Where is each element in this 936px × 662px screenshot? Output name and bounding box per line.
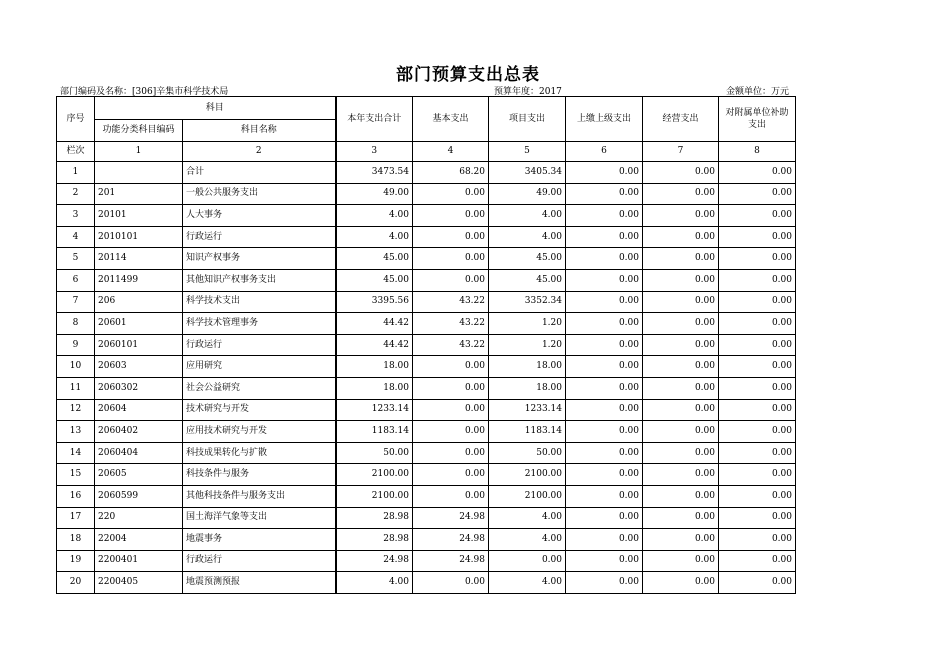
row-name: 其他科技条件与服务支出	[183, 485, 336, 507]
row-business: 0.00	[643, 248, 719, 270]
row-project: 50.00	[489, 442, 566, 464]
row-business: 0.00	[643, 464, 719, 486]
row-code: 206	[95, 291, 183, 313]
row-name: 科技条件与服务	[183, 464, 336, 486]
row-subsidy: 0.00	[719, 507, 796, 529]
row-project: 2100.00	[489, 485, 566, 507]
row-name: 其他知识产权事务支出	[183, 269, 336, 291]
header-subsidy: 对附属单位补助支出	[719, 97, 796, 142]
row-basic: 0.00	[413, 399, 489, 421]
row-basic: 0.00	[413, 485, 489, 507]
row-basic: 0.00	[413, 377, 489, 399]
row-business: 0.00	[643, 399, 719, 421]
row-code: 2060101	[95, 334, 183, 356]
header-subject: 科目	[95, 97, 336, 120]
row-name: 技术研究与开发	[183, 399, 336, 421]
row-name: 行政运行	[183, 334, 336, 356]
row-upper: 0.00	[566, 205, 643, 227]
row-upper: 0.00	[566, 550, 643, 572]
row-project: 4.00	[489, 226, 566, 248]
row-code: 2010101	[95, 226, 183, 248]
row-subsidy: 0.00	[719, 442, 796, 464]
row-business: 0.00	[643, 269, 719, 291]
row-subsidy: 0.00	[719, 226, 796, 248]
row-subsidy: 0.00	[719, 183, 796, 205]
row-upper: 0.00	[566, 313, 643, 335]
row-name: 应用研究	[183, 356, 336, 378]
budget-year-label: 预算年度：2017	[494, 87, 562, 97]
row-seq: 20	[57, 572, 95, 594]
row-basic: 43.22	[413, 334, 489, 356]
row-basic: 24.98	[413, 507, 489, 529]
row-total: 3395.56	[336, 291, 413, 313]
row-subsidy: 0.00	[719, 162, 796, 184]
row-basic: 0.00	[413, 464, 489, 486]
row-upper: 0.00	[566, 377, 643, 399]
table-row	[57, 529, 796, 551]
department-label: 部门编码及名称：[306]辛集市科学技术局	[60, 87, 229, 97]
row-upper: 0.00	[566, 356, 643, 378]
row-basic: 0.00	[413, 205, 489, 227]
row-business: 0.00	[643, 421, 719, 443]
row-total: 44.42	[336, 334, 413, 356]
row-upper: 0.00	[566, 464, 643, 486]
table-row	[57, 226, 796, 248]
row-seq: 18	[57, 529, 95, 551]
row-name: 地震事务	[183, 529, 336, 551]
row-subsidy: 0.00	[719, 291, 796, 313]
row-basic: 43.22	[413, 291, 489, 313]
row-project: 3405.34	[489, 162, 566, 184]
page-title: 部门预算支出总表	[396, 65, 540, 85]
amount-unit-label: 金额单位：万元	[726, 87, 790, 97]
row-upper: 0.00	[566, 421, 643, 443]
row-code: 2060402	[95, 421, 183, 443]
row-code: 2200405	[95, 572, 183, 594]
row-business: 0.00	[643, 377, 719, 399]
row-code: 20604	[95, 399, 183, 421]
table-row	[57, 377, 796, 399]
row-business: 0.00	[643, 572, 719, 594]
row-subsidy: 0.00	[719, 529, 796, 551]
row-project: 1233.14	[489, 399, 566, 421]
row-basic: 24.98	[413, 529, 489, 551]
row-seq: 4	[57, 226, 95, 248]
row-business: 0.00	[643, 485, 719, 507]
table-row	[57, 464, 796, 486]
row-name: 社会公益研究	[183, 377, 336, 399]
row-code: 20101	[95, 205, 183, 227]
row-code: 2060599	[95, 485, 183, 507]
table-row	[57, 485, 796, 507]
row-project: 45.00	[489, 248, 566, 270]
header-row-1	[57, 97, 796, 120]
row-business: 0.00	[643, 529, 719, 551]
row-subsidy: 0.00	[719, 572, 796, 594]
row-project: 45.00	[489, 269, 566, 291]
row-name: 科学技术支出	[183, 291, 336, 313]
row-basic: 0.00	[413, 226, 489, 248]
row-total: 1183.14	[336, 421, 413, 443]
row-business: 0.00	[643, 334, 719, 356]
header-basic: 基本支出	[413, 97, 489, 142]
row-upper: 0.00	[566, 442, 643, 464]
row-business: 0.00	[643, 313, 719, 335]
row-name: 一般公共服务支出	[183, 183, 336, 205]
row-code	[95, 162, 183, 184]
table-row	[57, 550, 796, 572]
row-total: 18.00	[336, 356, 413, 378]
row-basic: 0.00	[413, 421, 489, 443]
row-upper: 0.00	[566, 162, 643, 184]
row-seq: 16	[57, 485, 95, 507]
row-project: 1.20	[489, 313, 566, 335]
row-business: 0.00	[643, 162, 719, 184]
table-row	[57, 162, 796, 184]
row-subsidy: 0.00	[719, 399, 796, 421]
row-seq: 7	[57, 291, 95, 313]
row-total: 24.98	[336, 550, 413, 572]
row-total: 3473.54	[336, 162, 413, 184]
row-total: 50.00	[336, 442, 413, 464]
row-name: 科学技术管理事务	[183, 313, 336, 335]
row-code: 20114	[95, 248, 183, 270]
table-row	[57, 399, 796, 421]
row-project: 18.00	[489, 356, 566, 378]
row-subsidy: 0.00	[719, 377, 796, 399]
row-name: 地震预测预报	[183, 572, 336, 594]
row-total: 2100.00	[336, 464, 413, 486]
row-subsidy: 0.00	[719, 550, 796, 572]
row-upper: 0.00	[566, 226, 643, 248]
row-subsidy: 0.00	[719, 464, 796, 486]
row-name: 应用技术研究与开发	[183, 421, 336, 443]
row-name: 合计	[183, 162, 336, 184]
row-total: 44.42	[336, 313, 413, 335]
colnum-3: 3	[336, 142, 413, 162]
row-project: 3352.34	[489, 291, 566, 313]
row-total: 28.98	[336, 507, 413, 529]
row-seq: 17	[57, 507, 95, 529]
row-subsidy: 0.00	[719, 356, 796, 378]
colnum-2: 2	[183, 142, 336, 162]
row-code: 20601	[95, 313, 183, 335]
colnum-7: 7	[643, 142, 719, 162]
row-upper: 0.00	[566, 183, 643, 205]
budget-expenditure-table	[56, 96, 796, 594]
row-code: 20603	[95, 356, 183, 378]
row-upper: 0.00	[566, 485, 643, 507]
row-business: 0.00	[643, 291, 719, 313]
header-upper: 上缴上级支出	[566, 97, 643, 142]
row-basic: 0.00	[413, 356, 489, 378]
row-upper: 0.00	[566, 399, 643, 421]
row-code: 2200401	[95, 550, 183, 572]
table-row	[57, 291, 796, 313]
row-business: 0.00	[643, 442, 719, 464]
row-total: 49.00	[336, 183, 413, 205]
row-basic: 68.20	[413, 162, 489, 184]
row-total: 2100.00	[336, 485, 413, 507]
row-seq: 19	[57, 550, 95, 572]
row-business: 0.00	[643, 183, 719, 205]
row-seq: 11	[57, 377, 95, 399]
row-name: 行政运行	[183, 226, 336, 248]
table-row	[57, 313, 796, 335]
header-code: 功能分类科目编码	[95, 120, 183, 142]
row-code: 2060404	[95, 442, 183, 464]
row-basic: 0.00	[413, 442, 489, 464]
row-total: 4.00	[336, 205, 413, 227]
row-project: 2100.00	[489, 464, 566, 486]
row-total: 4.00	[336, 226, 413, 248]
row-upper: 0.00	[566, 291, 643, 313]
row-project: 49.00	[489, 183, 566, 205]
table-row	[57, 183, 796, 205]
table-row	[57, 442, 796, 464]
row-business: 0.00	[643, 226, 719, 248]
row-seq: 8	[57, 313, 95, 335]
row-upper: 0.00	[566, 334, 643, 356]
row-upper: 0.00	[566, 507, 643, 529]
row-project: 4.00	[489, 205, 566, 227]
row-project: 0.00	[489, 550, 566, 572]
row-seq: 3	[57, 205, 95, 227]
row-total: 18.00	[336, 377, 413, 399]
row-project: 4.00	[489, 572, 566, 594]
row-name: 行政运行	[183, 550, 336, 572]
colnum-5: 5	[489, 142, 566, 162]
row-seq: 14	[57, 442, 95, 464]
row-total: 45.00	[336, 248, 413, 270]
header-seq: 序号	[57, 97, 95, 142]
row-code: 220	[95, 507, 183, 529]
colnum-label: 栏次	[57, 142, 95, 162]
row-total: 1233.14	[336, 399, 413, 421]
row-basic: 0.00	[413, 572, 489, 594]
row-name: 科技成果转化与扩散	[183, 442, 336, 464]
row-basic: 24.98	[413, 550, 489, 572]
row-upper: 0.00	[566, 248, 643, 270]
row-seq: 6	[57, 269, 95, 291]
row-business: 0.00	[643, 507, 719, 529]
row-seq: 5	[57, 248, 95, 270]
header-name: 科目名称	[183, 120, 336, 142]
row-seq: 1	[57, 162, 95, 184]
table-row	[57, 572, 796, 594]
table-row	[57, 248, 796, 270]
table-row	[57, 269, 796, 291]
table-row	[57, 507, 796, 529]
row-subsidy: 0.00	[719, 313, 796, 335]
row-subsidy: 0.00	[719, 421, 796, 443]
row-project: 1183.14	[489, 421, 566, 443]
colnum-4: 4	[413, 142, 489, 162]
table-row	[57, 421, 796, 443]
row-business: 0.00	[643, 356, 719, 378]
row-upper: 0.00	[566, 572, 643, 594]
row-code: 2011499	[95, 269, 183, 291]
row-basic: 43.22	[413, 313, 489, 335]
row-name: 知识产权事务	[183, 248, 336, 270]
row-basic: 0.00	[413, 183, 489, 205]
column-number-row	[57, 142, 796, 162]
row-subsidy: 0.00	[719, 248, 796, 270]
row-project: 4.00	[489, 529, 566, 551]
row-seq: 13	[57, 421, 95, 443]
row-project: 4.00	[489, 507, 566, 529]
row-code: 2060302	[95, 377, 183, 399]
colnum-8: 8	[719, 142, 796, 162]
row-code: 201	[95, 183, 183, 205]
header-project: 项目支出	[489, 97, 566, 142]
row-project: 1.20	[489, 334, 566, 356]
row-code: 20605	[95, 464, 183, 486]
row-seq: 10	[57, 356, 95, 378]
row-total: 28.98	[336, 529, 413, 551]
row-total: 45.00	[336, 269, 413, 291]
header-business: 经营支出	[643, 97, 719, 142]
row-code: 22004	[95, 529, 183, 551]
table-row	[57, 356, 796, 378]
row-name: 国土海洋气象等支出	[183, 507, 336, 529]
colnum-1: 1	[95, 142, 183, 162]
row-name: 人大事务	[183, 205, 336, 227]
row-subsidy: 0.00	[719, 205, 796, 227]
row-subsidy: 0.00	[719, 485, 796, 507]
row-upper: 0.00	[566, 269, 643, 291]
row-seq: 15	[57, 464, 95, 486]
row-upper: 0.00	[566, 529, 643, 551]
row-business: 0.00	[643, 205, 719, 227]
row-seq: 2	[57, 183, 95, 205]
table-row	[57, 334, 796, 356]
row-seq: 9	[57, 334, 95, 356]
row-total: 4.00	[336, 572, 413, 594]
row-business: 0.00	[643, 550, 719, 572]
row-basic: 0.00	[413, 248, 489, 270]
row-basic: 0.00	[413, 269, 489, 291]
row-project: 18.00	[489, 377, 566, 399]
header-total: 本年支出合计	[336, 97, 413, 142]
colnum-6: 6	[566, 142, 643, 162]
row-subsidy: 0.00	[719, 269, 796, 291]
table-row	[57, 205, 796, 227]
row-subsidy: 0.00	[719, 334, 796, 356]
row-seq: 12	[57, 399, 95, 421]
